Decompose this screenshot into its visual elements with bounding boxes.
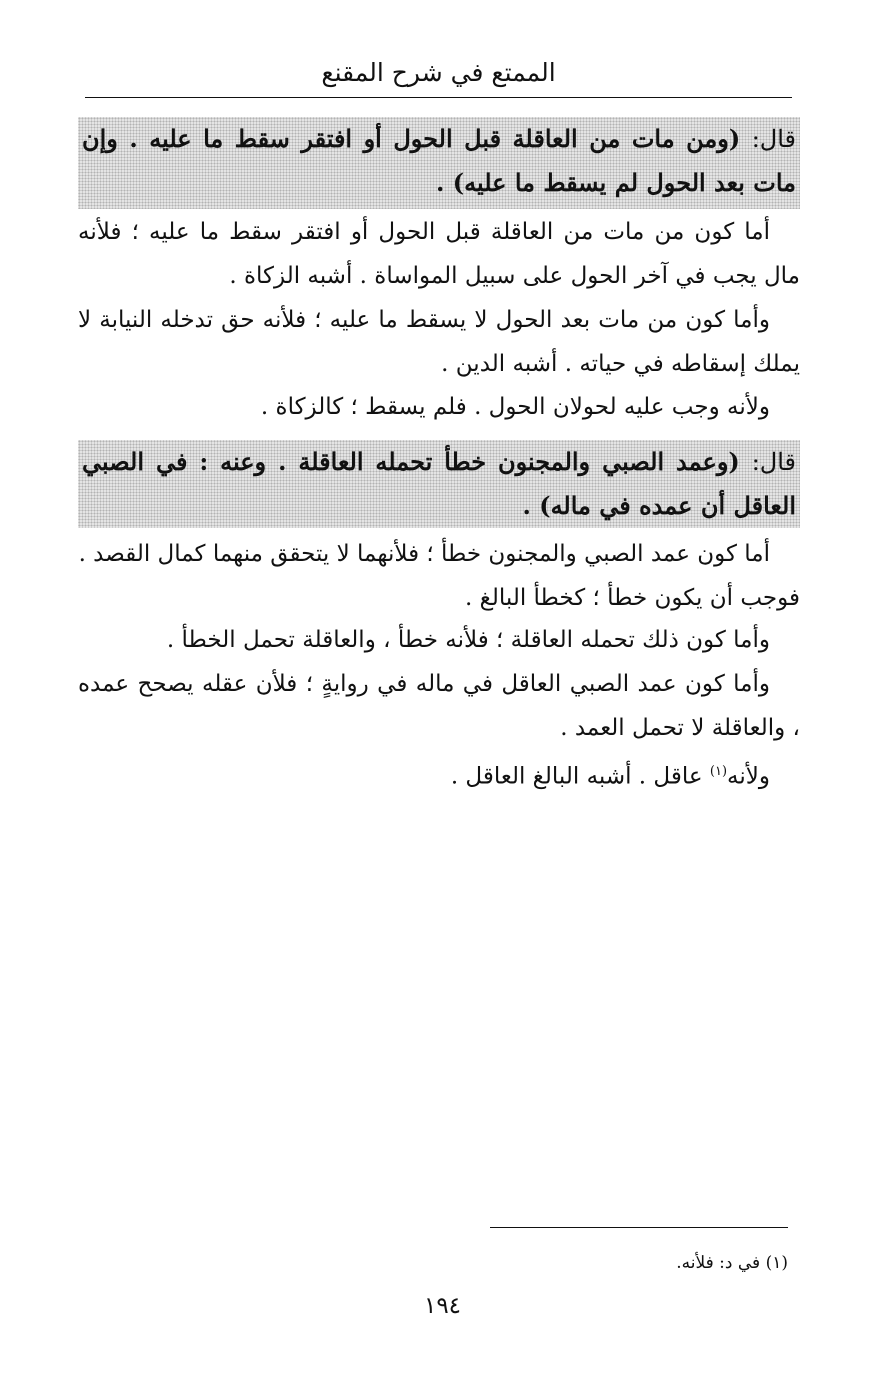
running-header: الممتع في شرح المقنع xyxy=(321,58,556,87)
paragraph-text: ولأنه وجب عليه لحولان الحول . فلم يسقط ؛ كالزكاة . xyxy=(260,394,770,420)
paragraph-text: وأما كون ذلك تحمله العاقلة ؛ فلأنه خطأ ، والعاقلة تحمل الخطأ . xyxy=(166,627,770,653)
footnote-divider xyxy=(490,1227,788,1228)
matn-text: (وعمد الصبي والمجنون خطأ تحمله العاقلة . وعنه : في الصبي العاقل أن عمده في ماله) . xyxy=(82,447,796,520)
footnote: (١) في د: فلأنه. xyxy=(676,1253,788,1273)
matn-label: قال: xyxy=(751,448,796,476)
page-number: ١٩٤ xyxy=(423,1293,462,1319)
matn-label: قال: xyxy=(751,125,797,153)
commentary-paragraph xyxy=(78,210,800,298)
paragraph-text: وأما كون من مات بعد الحول لا يسقط ما عليه ؛ فلأنه حق تدخله النيابة لا يملك إسقاطه في حياته . أشبه الدين . xyxy=(78,307,800,377)
paragraph-text: فوجب أن يكون خطأ ؛ كخطأ البالغ . xyxy=(465,585,800,611)
commentary-paragraph xyxy=(78,662,800,750)
matn-block xyxy=(78,117,800,209)
commentary-paragraph xyxy=(78,576,800,620)
paragraph-text: أما كون من مات من العاقلة قبل الحول أو افتقر سقط ما عليه ؛ فلأنه مال يجب في آخر الحول على سبيل المواساة . أشبه الزكاة . xyxy=(78,219,800,289)
paragraph-text-start: ولأنه xyxy=(727,763,770,790)
header-divider xyxy=(85,97,792,98)
commentary-paragraph xyxy=(78,298,800,386)
paragraph-text: وأما كون عمد الصبي العاقل في ماله في روايةٍ ؛ فلأن عقله يصحح عمده ، والعاقلة لا تحمل العمد . xyxy=(78,671,800,741)
commentary-paragraph xyxy=(78,385,800,429)
matn-block xyxy=(78,440,800,528)
commentary-paragraph xyxy=(78,532,800,576)
matn-text: (ومن مات من العاقلة قبل الحول أو افتقر سقط ما عليه . وإن مات بعد الحول لم يسقط ما عليه) . xyxy=(82,124,796,197)
commentary-paragraph xyxy=(78,750,800,799)
commentary-paragraph xyxy=(78,618,800,662)
footnote-reference[interactable]: (١) xyxy=(709,764,728,779)
paragraph-text: أما كون عمد الصبي والمجنون خطأ ؛ فلأنهما لا يتحقق منهما كمال القصد . xyxy=(78,541,770,567)
paragraph-text-end: عاقل . أشبه البالغ العاقل . xyxy=(450,763,710,790)
